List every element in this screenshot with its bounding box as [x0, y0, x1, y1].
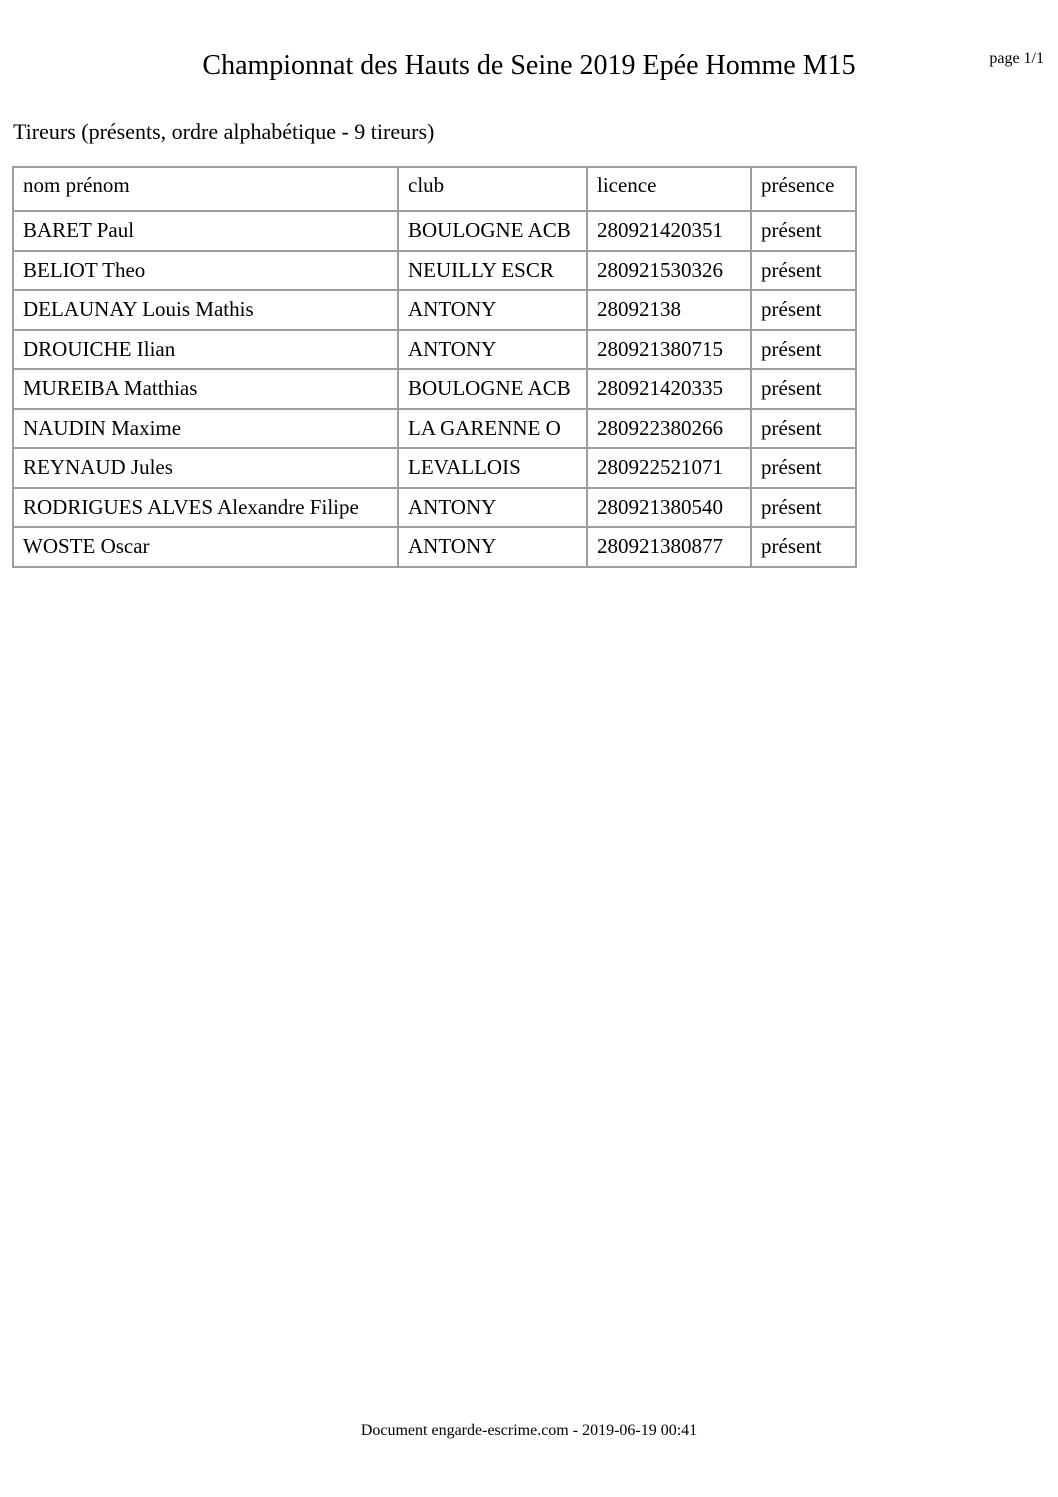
cell-presence: présent	[752, 331, 857, 371]
column-header-club: club	[399, 168, 588, 212]
page-number: page 1/1	[989, 50, 1044, 67]
cell-name: WOSTE Oscar	[14, 528, 399, 568]
table-row	[14, 212, 857, 252]
table-header-row	[14, 168, 857, 212]
cell-presence: présent	[752, 449, 857, 489]
cell-presence: présent	[752, 212, 857, 252]
table-body	[14, 212, 857, 568]
table-row	[14, 331, 857, 371]
cell-presence: présent	[752, 291, 857, 331]
cell-licence: 280921420351	[588, 212, 752, 252]
table-row	[14, 449, 857, 489]
cell-presence: présent	[752, 410, 857, 450]
cell-club: ANTONY	[399, 528, 588, 568]
table-row	[14, 489, 857, 529]
cell-presence: présent	[752, 528, 857, 568]
cell-club: ANTONY	[399, 489, 588, 529]
cell-club: BOULOGNE ACB	[399, 212, 588, 252]
cell-club: LEVALLOIS	[399, 449, 588, 489]
cell-licence: 280921530326	[588, 252, 752, 292]
cell-name: DROUICHE Ilian	[14, 331, 399, 371]
cell-name: BELIOT Theo	[14, 252, 399, 292]
table-row	[14, 370, 857, 410]
cell-licence: 280921380540	[588, 489, 752, 529]
column-header-licence: licence	[588, 168, 752, 212]
cell-licence: 280922521071	[588, 449, 752, 489]
footer-text: Document engarde-escrime.com - 2019-06-19 00:41	[360, 1422, 698, 1439]
cell-name: RODRIGUES ALVES Alexandre Filipe	[14, 489, 399, 529]
document-title: Championnat des Hauts de Seine 2019 Epée Homme M15	[202, 50, 856, 81]
cell-club: ANTONY	[399, 331, 588, 371]
table-row	[14, 528, 857, 568]
cell-name: NAUDIN Maxime	[14, 410, 399, 450]
cell-licence: 280921380715	[588, 331, 752, 371]
section-heading: Tireurs (présents, ordre alphabétique - 9 tireurs)	[13, 119, 435, 144]
cell-licence: 280921380877	[588, 528, 752, 568]
column-header-name: nom prénom	[14, 168, 399, 212]
table-row	[14, 410, 857, 450]
cell-name: DELAUNAY Louis Mathis	[14, 291, 399, 331]
cell-licence: 280921420335	[588, 370, 752, 410]
table-row	[14, 252, 857, 292]
cell-club: BOULOGNE ACB	[399, 370, 588, 410]
cell-licence: 28092138	[588, 291, 752, 331]
column-header-presence: présence	[752, 168, 857, 212]
cell-licence: 280922380266	[588, 410, 752, 450]
cell-name: BARET Paul	[14, 212, 399, 252]
cell-presence: présent	[752, 370, 857, 410]
cell-club: LA GARENNE O	[399, 410, 588, 450]
cell-club: NEUILLY ESCR	[399, 252, 588, 292]
cell-club: ANTONY	[399, 291, 588, 331]
cell-presence: présent	[752, 252, 857, 292]
fencers-table	[12, 166, 857, 568]
cell-presence: présent	[752, 489, 857, 529]
cell-name: REYNAUD Jules	[14, 449, 399, 489]
table-row	[14, 291, 857, 331]
cell-name: MUREIBA Matthias	[14, 370, 399, 410]
